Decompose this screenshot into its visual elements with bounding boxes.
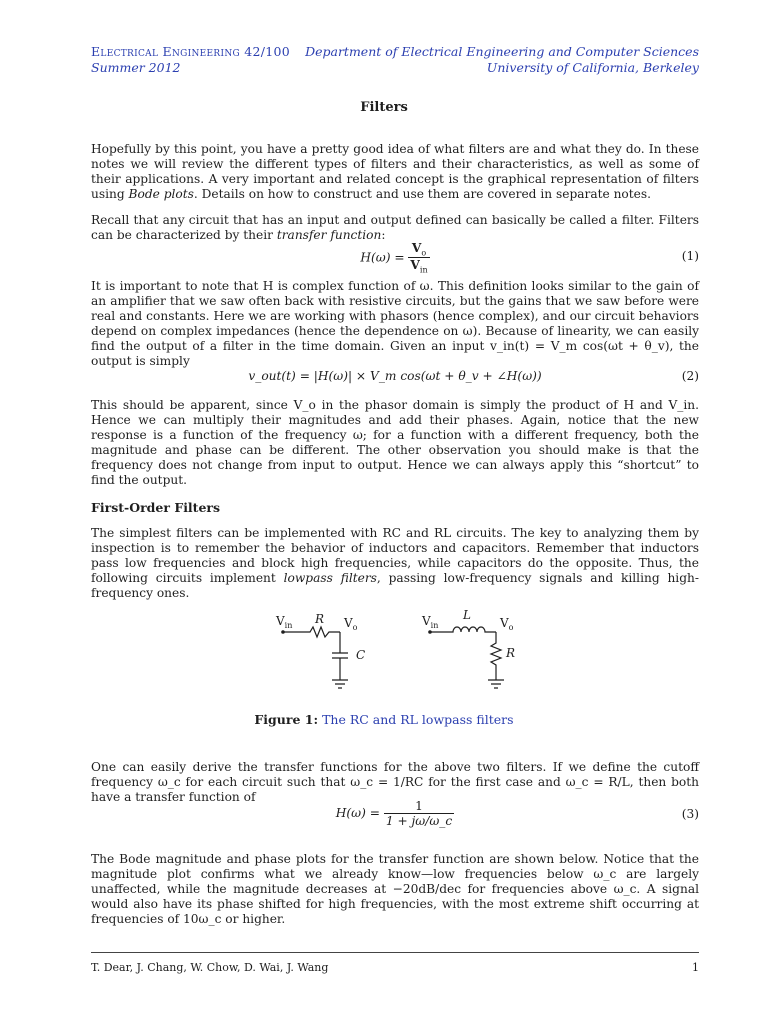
eq2-body: v_out(t) = |H(ω)| × V_m cos(ωt + θ_v + ∠H(ω)): [248, 369, 542, 383]
p5-text-a: The simplest filters can be implemented with RC and RL circuits. The key to analyzing them by inspection is to remember the behavior of inductors and capacitors. Remember that inductors pass low frequencies and block high frequencies, while capacitors do the opposite. Thus, the following circuits implement: [91, 526, 699, 585]
eq3-denominator: 1 + jω/ω_c: [385, 814, 453, 828]
rc-r-label: R: [315, 612, 325, 626]
intro-p2-text-b: :: [381, 228, 386, 242]
department: Department of Electrical Engineering and Computer Sciences: [305, 44, 699, 59]
rl-r-label: R: [506, 646, 516, 660]
university: University of California, Berkeley: [486, 60, 699, 75]
p5-emphasis: lowpass filters: [283, 571, 377, 585]
eq3-number: (3): [681, 807, 699, 821]
rc-vin-label: $V_{in}$: [276, 614, 293, 630]
paragraph-phasor-domain: This should be apparent, since V_o in the phasor domain is simply the product of H and V_in. Hence we can multiply their magnitudes and add their phases. Again, notice that the new response is a function of the frequency ω; for a function with a different frequency, both the magnitude and phase can be different. The other observation you should make is that the frequency does not change from input to output. Hence we can always apply this “shortcut” to find the output.: [91, 398, 699, 487]
eq2-number: (2): [681, 369, 699, 383]
rl-resistor: [491, 632, 501, 680]
rc-circuit: [275, 612, 365, 688]
intro-p1-text-a: Hopefully by this point, you have a pretty good idea of what filters are and what they do. In these notes we will review the different types of filters and their characteristics, as well as some of their applications. A very important and related concept is the graphical representation of filters using: [91, 142, 699, 201]
equation-2: [91, 369, 699, 399]
paragraph-rc-rl: [91, 526, 699, 601]
page-number: 1: [692, 961, 699, 974]
eq1-lhs: H(ω) =: [360, 250, 405, 265]
intro-paragraph-2: [91, 213, 699, 243]
paragraph-transfer-derivation: One can easily derive the transfer functions for the above two filters. If we define the cutoff frequency ω_c for each circuit such that ω_c = 1/RC for the first case and ω_c = R/L, then both have a transfer function of: [91, 760, 699, 804]
intro-p1-emphasis: Bode plots: [128, 187, 194, 201]
rc-vo-label: $V_o$: [344, 616, 358, 632]
rc-capacitor: [332, 653, 348, 658]
p5-text-b: , passing low-frequency signals and killing high-frequency ones.: [91, 571, 699, 600]
term: Summer 2012: [91, 60, 181, 75]
eq1-denominator-sub: in: [419, 265, 428, 275]
footer-divider: [91, 952, 699, 953]
eq1-numerator: V: [411, 241, 422, 255]
figure-caption-text: The RC and RL lowpass filters: [322, 712, 514, 727]
intro-p2-text-a: Recall that any circuit that has an input and output defined can basically be called a filter. Filters can be characterized by their: [91, 213, 699, 242]
header-left: [91, 44, 290, 76]
page-title: Filters: [360, 100, 408, 115]
paragraph-complex-function: It is important to note that H is complex function of ω. This definition looks similar to the gain of an amplifier that we saw often back with resistive circuits, but the gains that we saw before were real and constants. Here we are working with phasors (hence complex), and our circuit behaviors depend on complex impedances (hence the dependence on ω). Because of linearity, we can easily find the output of a filter in the time domain. Given an input v_in(t) = V_m cos(ωt + θ_v), the output is simply: [91, 279, 699, 368]
footer-authors: T. Dear, J. Chang, W. Chow, D. Wai, J. Wang: [91, 961, 329, 974]
rc-c-label: C: [356, 648, 366, 662]
eq3-fraction: [384, 799, 454, 828]
header-right: [305, 44, 699, 76]
eq1-number: (1): [681, 249, 699, 263]
figure-label: Figure 1:: [254, 712, 319, 727]
intro-paragraph-1: [91, 142, 699, 202]
eq1-numerator-sub: o: [421, 248, 427, 258]
equation-3: [91, 799, 699, 829]
intro-p1-text-b: . Details on how to construct and use them are covered in separate notes.: [193, 187, 652, 201]
rl-inductor: [430, 627, 496, 632]
eq3-numerator: 1: [384, 799, 454, 814]
figure-circuits: [260, 605, 530, 695]
eq1-denominator: V: [410, 258, 420, 273]
equation-1: [91, 241, 699, 275]
eq1-fraction: [408, 241, 429, 275]
section-title-first-order: First-Order Filters: [91, 500, 221, 515]
rl-vo-label: $V_o$: [500, 616, 514, 632]
rc-ground-icon: [332, 658, 348, 688]
paragraph-bode-plots: The Bode magnitude and phase plots for the transfer function are shown below. Notice that the magnitude plot confirms what we already know—low frequencies below ω_c are largely unaffected, while the magnitude decreases at −20dB/dec for frequencies above ω_c. A signal would also have its phase shifted for high frequencies, with the most extreme shift occurring at frequencies of 10ω_c or higher.: [91, 852, 699, 926]
rl-vin-label: $V_{in}$: [422, 614, 439, 630]
eq3-lhs: H(ω) =: [335, 806, 380, 820]
course-name: Electrical Engineering 42/100: [91, 44, 291, 59]
rl-circuit: [421, 608, 515, 688]
rl-l-label: L: [463, 608, 471, 622]
figure-caption: [0, 712, 768, 727]
intro-p2-emphasis: transfer function: [276, 228, 382, 242]
rl-ground-icon: [488, 680, 504, 688]
